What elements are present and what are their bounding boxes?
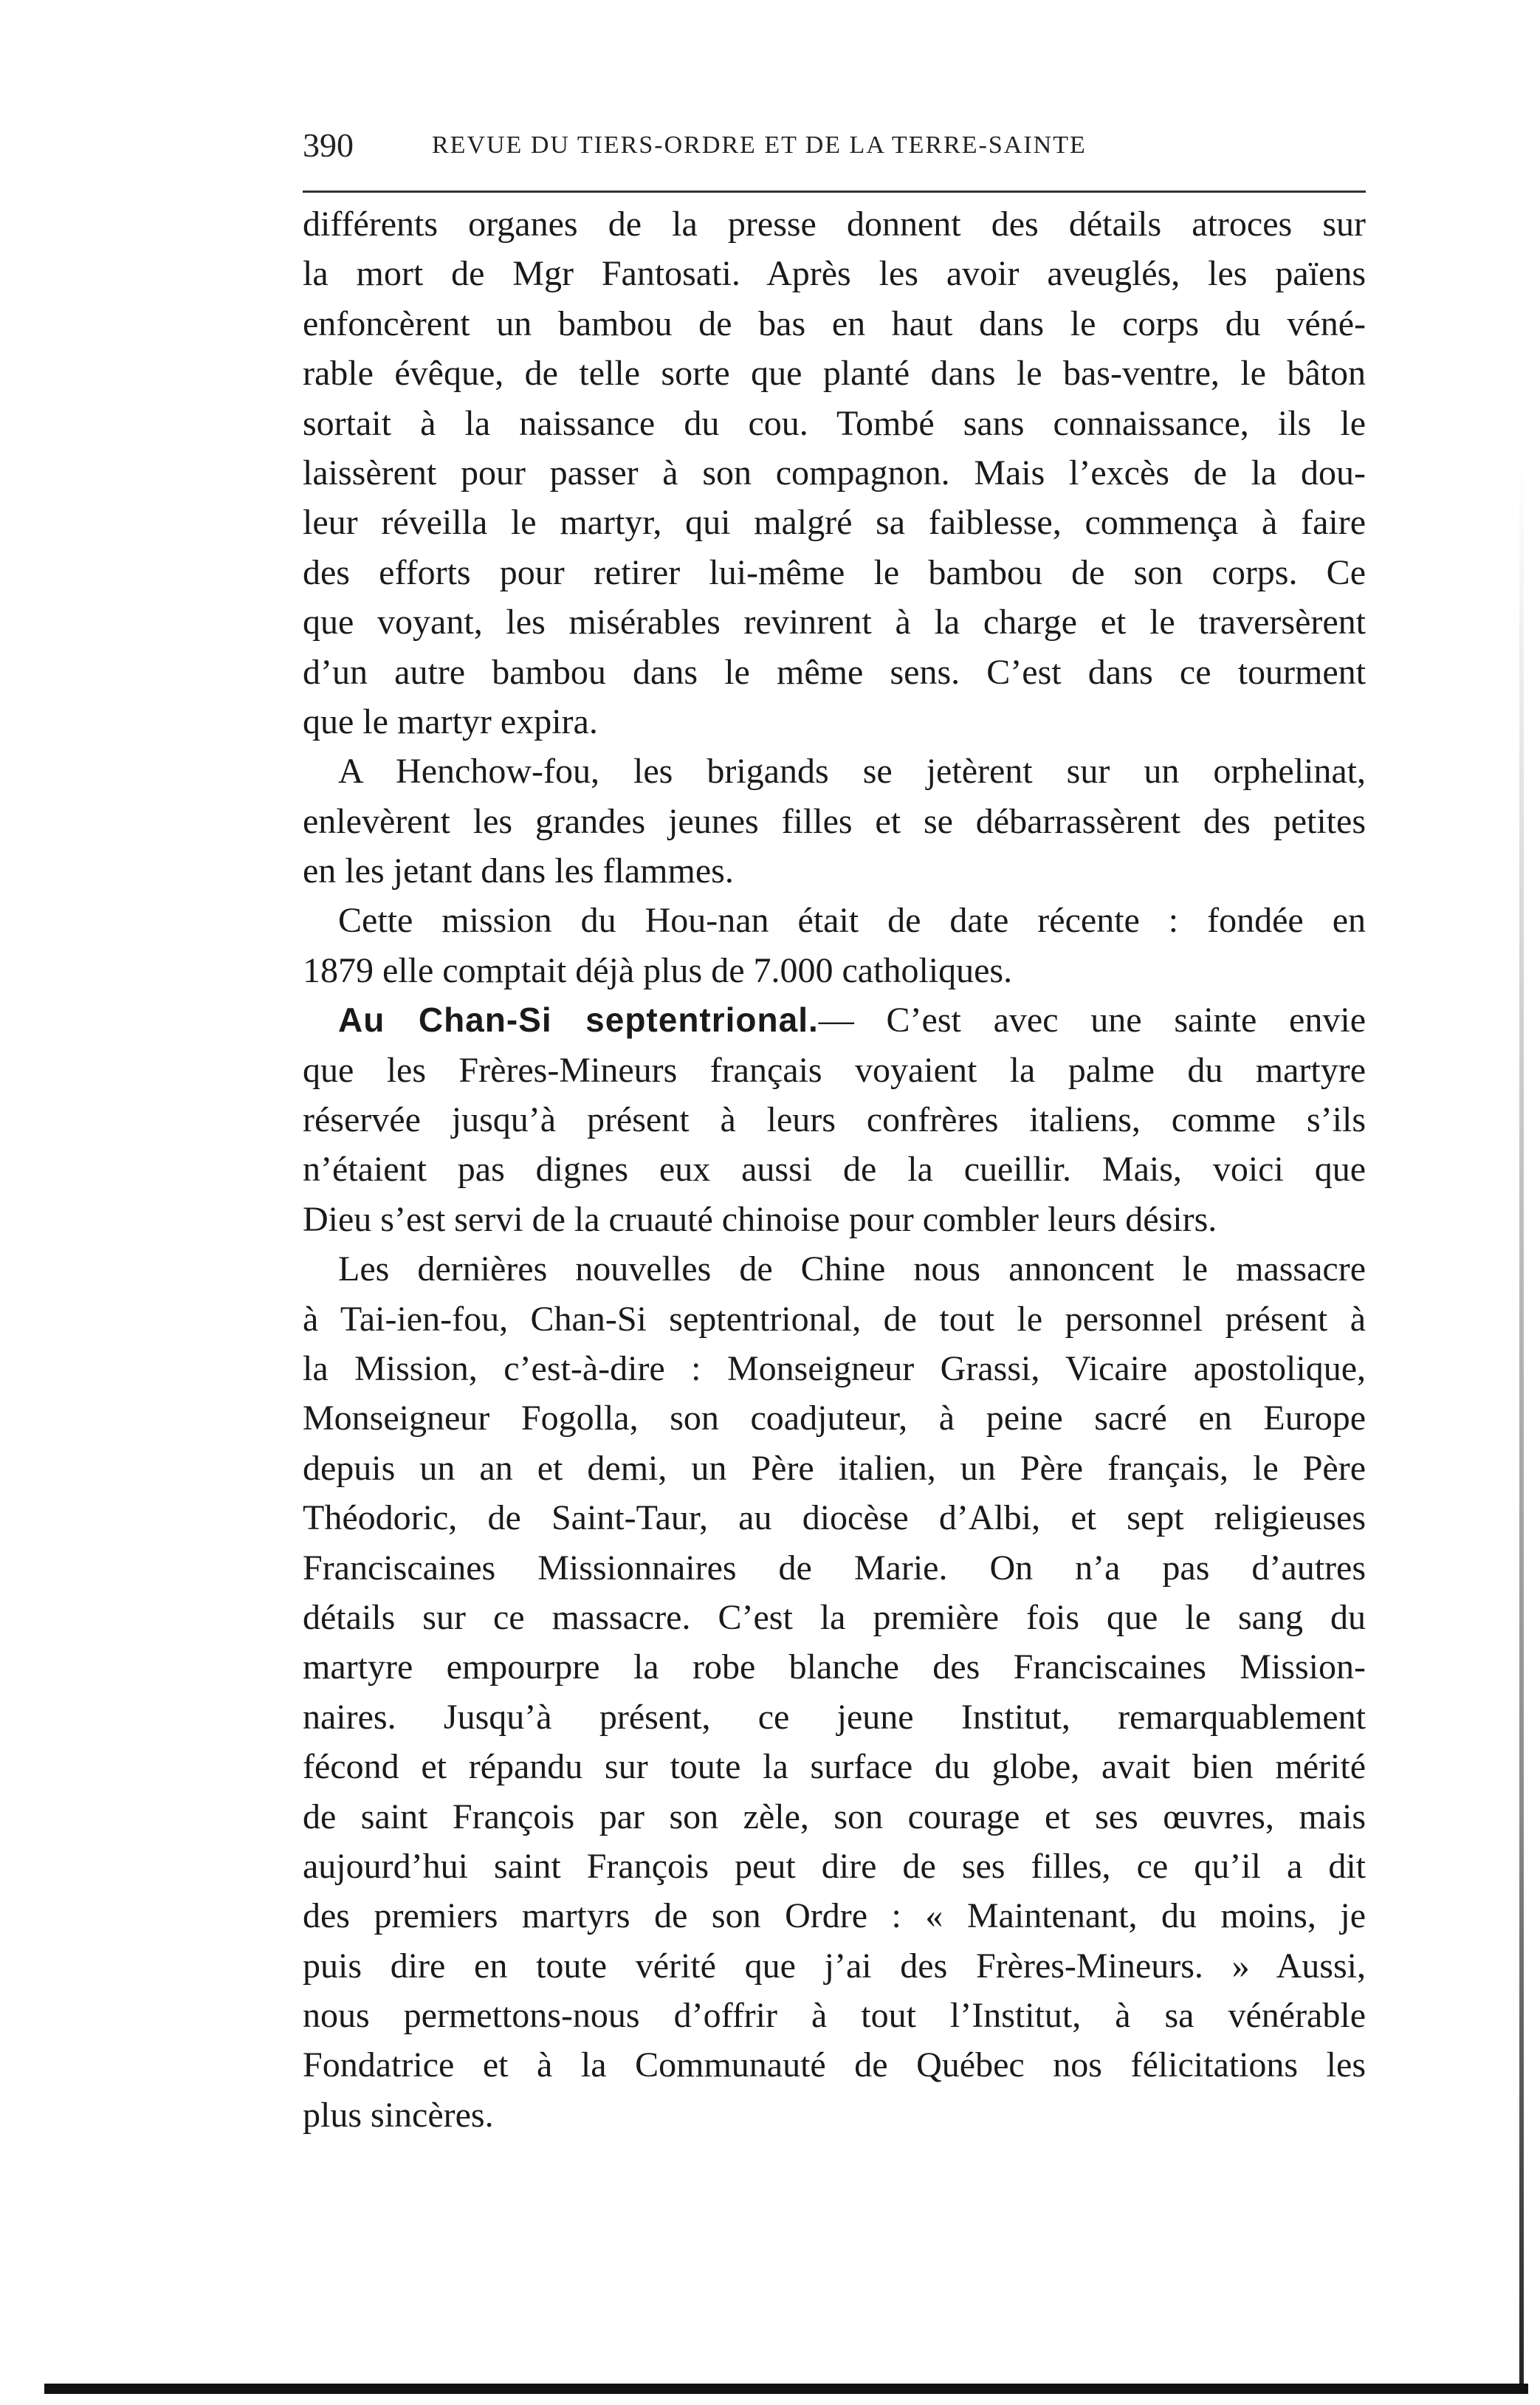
text-line: 1879 elle comptait déjà plus de 7.000 catholiques. — [303, 950, 1013, 990]
text-line: aujourd’hui saint François peut dire de ses filles, ce qu’il a dit — [303, 1846, 1366, 1886]
text-line: réservée jusqu’à présent à leurs confrères italiens, comme s’ils — [303, 1100, 1366, 1140]
scan-edge-bottom — [44, 2384, 1528, 2394]
text-line: Les dernières nouvelles de Chine nous annoncent le massacre — [338, 1249, 1366, 1289]
section-heading-line — [303, 995, 1366, 1045]
running-title: REVUE DU TIERS-ORDRE ET DE LA TERRE-SAINTE — [432, 131, 1087, 159]
text-line: des premiers martyrs de son Ordre : « Maintenant, du moins, je — [303, 1896, 1366, 1936]
section-heading: Au Chan-Si septentrional. — [338, 1001, 819, 1040]
text-line: puis dire en toute vérité que j’ai des Frères-Mineurs. » Aussi, — [303, 1946, 1366, 1986]
text-line: que voyant, les misérables revinrent à la charge et le traversèrent — [303, 603, 1366, 642]
text-line: des efforts pour retirer lui-même le bambou de son corps. Ce — [303, 552, 1366, 592]
text-line: fécond et répandu sur toute la surface du globe, avait bien mérité — [303, 1747, 1366, 1787]
text-line: la mort de Mgr Fantosati. Après les avoir aveuglés, les païens — [303, 254, 1366, 294]
text-line: de saint François par son zèle, son courage et ses œuvres, mais — [303, 1797, 1366, 1836]
page-number: 390 — [303, 126, 354, 164]
header-rule — [303, 191, 1366, 193]
text-line: leur réveilla le martyr, qui malgré sa faiblesse, commença à faire — [303, 503, 1366, 543]
text-line: nous permettons-nous d’offrir à tout l’Institut, à sa vénérable — [303, 1996, 1366, 2036]
text-line: Fondatrice et à la Communauté de Québec nos félicitations les — [303, 2045, 1366, 2085]
body-text — [303, 199, 1366, 2140]
text-line: d’un autre bambou dans le même sens. C’est dans ce tourment — [303, 652, 1366, 692]
text-line: martyre empourpre la robe blanche des Franciscaines Mission- — [303, 1647, 1366, 1687]
page-header — [303, 124, 1366, 168]
text-line: n’étaient pas dignes eux aussi de la cueillir. Mais, voici que — [303, 1150, 1366, 1190]
text-line: Franciscaines Missionnaires de Marie. On n’a pas d’autres — [303, 1548, 1366, 1588]
text-line: que les Frères-Mineurs français voyaient la palme du martyre — [303, 1050, 1366, 1090]
text-line: enlevèrent les grandes jeunes filles et se débarrassèrent des petites — [303, 801, 1366, 841]
text-line: laissèrent pour passer à son compagnon. Mais l’excès de la dou- — [303, 453, 1366, 493]
text-line: Monseigneur Fogolla, son coadjuteur, à peine sacré en Europe — [303, 1399, 1366, 1438]
text-line: A Henchow-fou, les brigands se jetèrent sur un orphelinat, — [338, 752, 1366, 792]
text-line: détails sur ce massacre. C’est la première fois que le sang du — [303, 1597, 1366, 1637]
scan-edge-right — [1519, 458, 1524, 2392]
text-line: rable évêque, de telle sorte que planté dans le bas-ventre, le bâton — [303, 354, 1366, 394]
text-line-rest: — C’est avec une sainte envie — [818, 1001, 1366, 1040]
text-line: Dieu s’est servi de la cruauté chinoise pour combler leurs désirs. — [303, 1199, 1217, 1239]
text-line: Cette mission du Hou-nan était de date récente : fondée en — [338, 901, 1366, 941]
text-line: sortait à la naissance du cou. Tombé sans connaissance, ils le — [303, 403, 1366, 443]
text-line: que le martyr expira. — [303, 701, 598, 741]
text-line: différents organes de la presse donnent des détails atroces sur — [303, 205, 1366, 244]
text-line: à Tai-ien-fou, Chan-Si septentrional, de tout le personnel présent à — [303, 1299, 1366, 1339]
text-line: la Mission, c’est-à-dire : Monseigneur Grassi, Vicaire apostolique, — [303, 1348, 1366, 1388]
text-line: enfoncèrent un bambou de bas en haut dans le corps du véné- — [303, 303, 1366, 343]
text-line: naires. Jusqu’à présent, ce jeune Institut, remarquablement — [303, 1697, 1366, 1737]
text-line: Théodoric, de Saint-Taur, au diocèse d’Albi, et sept religieuses — [303, 1498, 1366, 1538]
text-line: depuis un an et demi, un Père italien, un Père français, le Père — [303, 1448, 1366, 1488]
text-line: en les jetant dans les flammes. — [303, 851, 734, 891]
text-line: plus sincères. — [303, 2095, 494, 2135]
